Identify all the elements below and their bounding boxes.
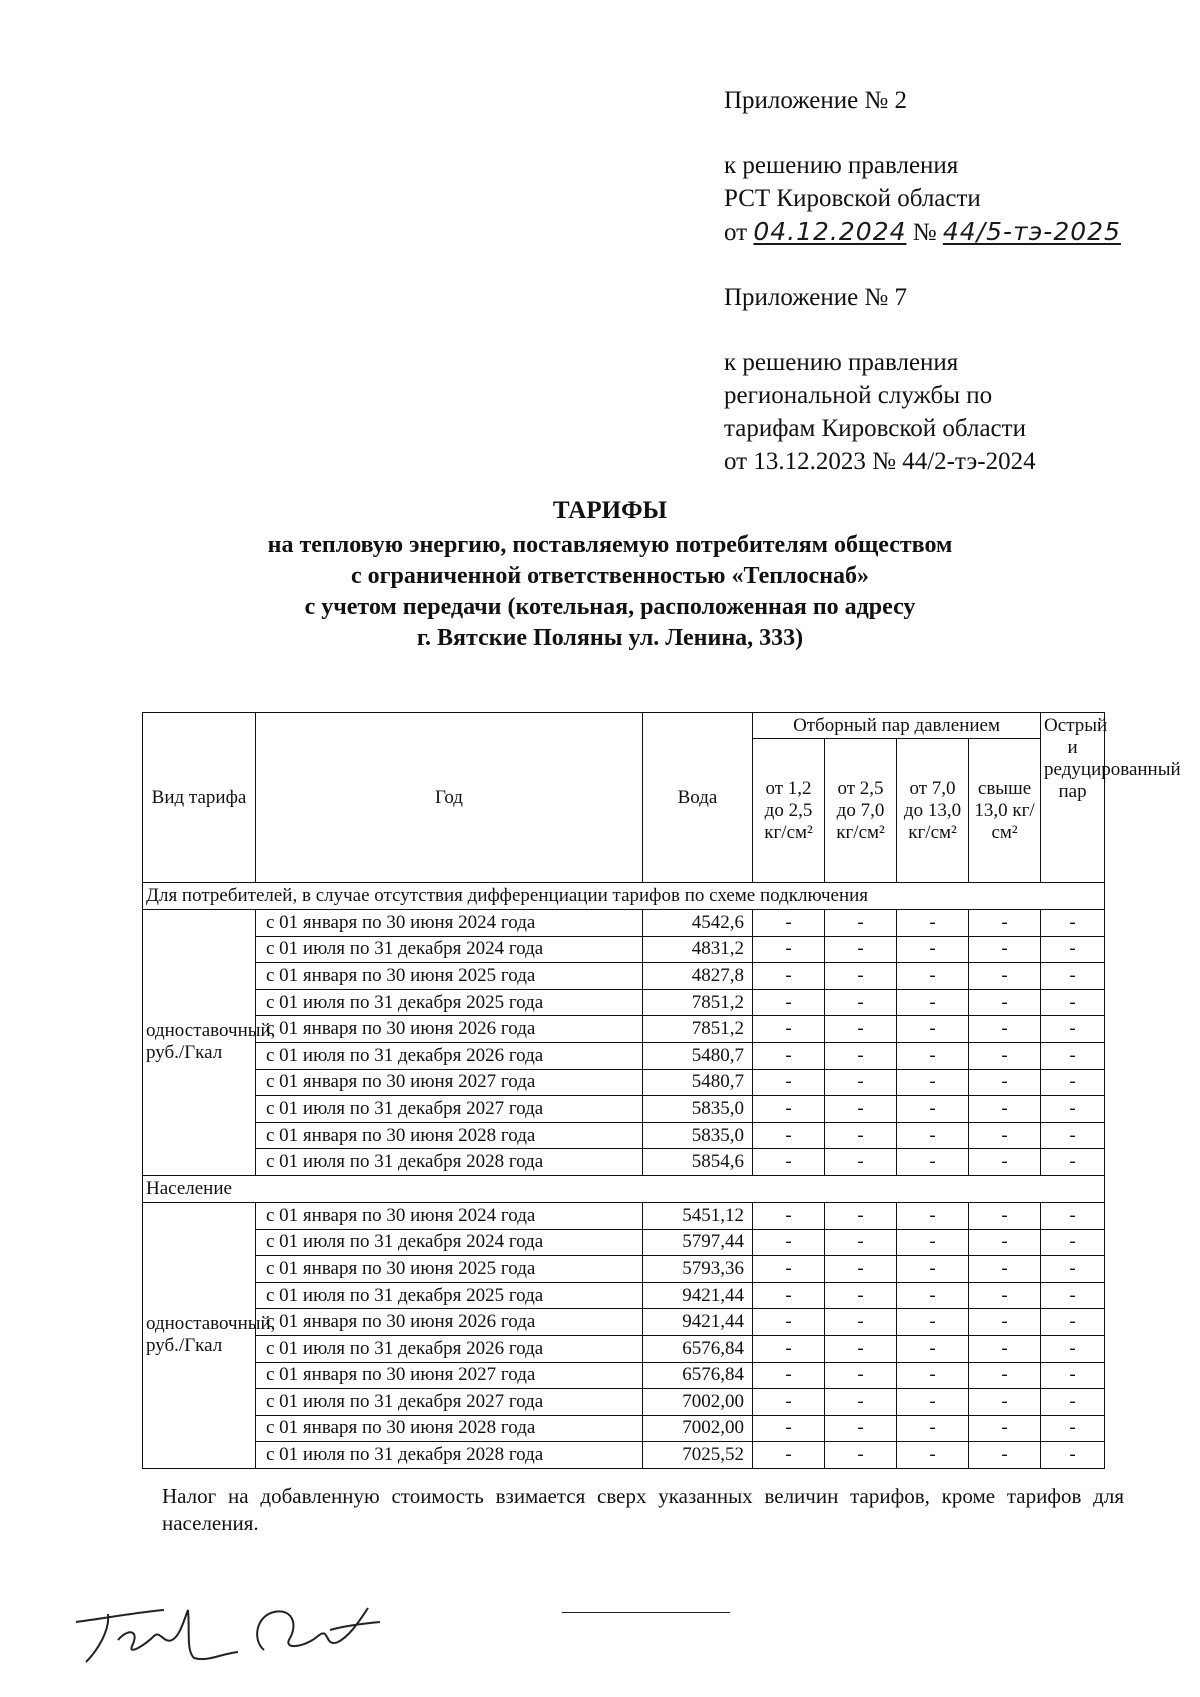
empty-tariff-cell: -	[753, 1282, 825, 1309]
empty-tariff-cell: -	[969, 1362, 1041, 1389]
signature-image	[68, 1600, 388, 1670]
table-row	[143, 1096, 1105, 1123]
period-cell: с 01 января по 30 июня 2027 года	[256, 1069, 643, 1096]
empty-tariff-cell: -	[753, 1335, 825, 1362]
empty-tariff-cell: -	[1041, 910, 1105, 937]
water-tariff-cell: 7002,00	[643, 1389, 753, 1416]
decision-date-line	[724, 215, 1164, 249]
empty-tariff-cell: -	[969, 910, 1041, 937]
empty-tariff-cell: -	[897, 1389, 969, 1416]
empty-tariff-cell: -	[825, 1335, 897, 1362]
empty-tariff-cell: -	[969, 1069, 1041, 1096]
empty-tariff-cell: -	[753, 1096, 825, 1123]
header-sharp-steam: Острый и редуцированный пар	[1041, 713, 1105, 883]
empty-tariff-cell: -	[825, 1389, 897, 1416]
empty-tariff-cell: -	[969, 989, 1041, 1016]
empty-tariff-cell: -	[969, 1309, 1041, 1336]
water-tariff-cell: 5451,12	[643, 1202, 753, 1229]
signature-line	[562, 1612, 730, 1613]
water-tariff-cell: 4542,6	[643, 910, 753, 937]
empty-tariff-cell: -	[1041, 1415, 1105, 1442]
header-steam-group: Отборный пар давлением	[753, 713, 1041, 739]
empty-tariff-cell: -	[897, 1122, 969, 1149]
appendix-block	[724, 84, 1164, 478]
table-row	[143, 910, 1105, 937]
header-pressure-2: от 2,5 до 7,0 кг/см²	[825, 739, 897, 883]
period-cell: с 01 июля по 31 декабря 2027 года	[256, 1096, 643, 1123]
empty-tariff-cell: -	[897, 1096, 969, 1123]
table-row	[143, 1042, 1105, 1069]
empty-tariff-cell: -	[753, 1415, 825, 1442]
tariff-type-cell: одноставочный, руб./Гкал	[143, 1202, 256, 1468]
period-cell: с 01 июля по 31 декабря 2024 года	[256, 1229, 643, 1256]
empty-tariff-cell: -	[969, 1415, 1041, 1442]
empty-tariff-cell: -	[1041, 1069, 1105, 1096]
water-tariff-cell: 5835,0	[643, 1122, 753, 1149]
handwritten-number: 44/5-тэ-2025	[942, 217, 1121, 246]
empty-tariff-cell: -	[825, 1069, 897, 1096]
empty-tariff-cell: -	[825, 1309, 897, 1336]
empty-tariff-cell: -	[825, 1256, 897, 1283]
water-tariff-cell: 9421,44	[643, 1282, 753, 1309]
table-row	[143, 1122, 1105, 1149]
empty-tariff-cell: -	[825, 1149, 897, 1176]
water-tariff-cell: 6576,84	[643, 1362, 753, 1389]
tariff-table	[142, 712, 1181, 1469]
empty-tariff-cell: -	[897, 1415, 969, 1442]
empty-tariff-cell: -	[753, 1016, 825, 1043]
empty-tariff-cell: -	[753, 1202, 825, 1229]
empty-tariff-cell: -	[825, 1282, 897, 1309]
table-row	[143, 936, 1105, 963]
empty-tariff-cell: -	[1041, 1282, 1105, 1309]
prior-decision-date: от 13.12.2023 № 44/2-тэ-2024	[724, 448, 1036, 475]
water-tariff-cell: 5797,44	[643, 1229, 753, 1256]
water-tariff-cell: 7851,2	[643, 989, 753, 1016]
decision-line: к решению правления	[724, 152, 959, 179]
water-tariff-cell: 7025,52	[643, 1442, 753, 1469]
empty-tariff-cell: -	[753, 1309, 825, 1336]
table-row	[143, 1335, 1105, 1362]
period-cell: с 01 января по 30 июня 2028 года	[256, 1415, 643, 1442]
water-tariff-cell: 7851,2	[643, 1016, 753, 1043]
empty-tariff-cell: -	[1041, 1016, 1105, 1043]
tariff-type-cell: одноставочный, руб./Гкал	[143, 910, 256, 1176]
period-cell: с 01 января по 30 июня 2026 года	[256, 1016, 643, 1043]
empty-tariff-cell: -	[969, 1389, 1041, 1416]
empty-tariff-cell: -	[897, 1442, 969, 1469]
empty-tariff-cell: -	[969, 1282, 1041, 1309]
section-label: Для потребителей, в случае отсутствия дифференциации тарифов по схеме подключения	[143, 883, 1105, 910]
table-row	[143, 1309, 1105, 1336]
table-row	[143, 1362, 1105, 1389]
header-pressure-3: от 7,0 до 13,0 кг/см²	[897, 739, 969, 883]
empty-tariff-cell: -	[825, 1415, 897, 1442]
empty-tariff-cell: -	[897, 1362, 969, 1389]
empty-tariff-cell: -	[897, 1309, 969, 1336]
empty-tariff-cell: -	[1041, 1335, 1105, 1362]
empty-tariff-cell: -	[1041, 1362, 1105, 1389]
empty-tariff-cell: -	[969, 1016, 1041, 1043]
empty-tariff-cell: -	[753, 1069, 825, 1096]
period-cell: с 01 января по 30 июня 2028 года	[256, 1122, 643, 1149]
empty-tariff-cell: -	[753, 1229, 825, 1256]
water-tariff-cell: 5480,7	[643, 1042, 753, 1069]
empty-tariff-cell: -	[825, 936, 897, 963]
period-cell: с 01 июля по 31 декабря 2024 года	[256, 936, 643, 963]
empty-tariff-cell: -	[825, 910, 897, 937]
water-tariff-cell: 7002,00	[643, 1415, 753, 1442]
empty-tariff-cell: -	[897, 1256, 969, 1283]
empty-tariff-cell: -	[969, 1096, 1041, 1123]
authority-line: РСТ Кировской области	[724, 185, 981, 212]
water-tariff-cell: 4831,2	[643, 936, 753, 963]
header-year: Год	[256, 713, 643, 883]
number-sign: №	[912, 219, 937, 246]
title-main: ТАРИФЫ	[552, 497, 668, 524]
table-row	[143, 1282, 1105, 1309]
empty-tariff-cell: -	[825, 1202, 897, 1229]
empty-tariff-cell: -	[969, 963, 1041, 990]
period-cell: с 01 января по 30 июня 2027 года	[256, 1362, 643, 1389]
empty-tariff-cell: -	[897, 1149, 969, 1176]
header-vid: Вид тарифа	[143, 713, 256, 883]
empty-tariff-cell: -	[753, 1362, 825, 1389]
period-cell: с 01 января по 30 июня 2024 года	[256, 1202, 643, 1229]
empty-tariff-cell: -	[897, 910, 969, 937]
empty-tariff-cell: -	[753, 910, 825, 937]
empty-tariff-cell: -	[825, 1042, 897, 1069]
prior-authority-line-1: региональной службы по	[724, 382, 993, 409]
empty-tariff-cell: -	[969, 1335, 1041, 1362]
empty-tariff-cell: -	[969, 1042, 1041, 1069]
empty-tariff-cell: -	[897, 1282, 969, 1309]
empty-tariff-cell: -	[1041, 1042, 1105, 1069]
table-row	[143, 1415, 1105, 1442]
table-row	[143, 1442, 1105, 1469]
period-cell: с 01 июля по 31 декабря 2026 года	[256, 1335, 643, 1362]
empty-tariff-cell: -	[969, 1149, 1041, 1176]
empty-tariff-cell: -	[897, 1016, 969, 1043]
period-cell: с 01 июля по 31 декабря 2028 года	[256, 1442, 643, 1469]
empty-tariff-cell: -	[1041, 1256, 1105, 1283]
water-tariff-cell: 5835,0	[643, 1096, 753, 1123]
title-line-4: г. Вятские Поляны ул. Ленина, 333)	[416, 625, 804, 651]
empty-tariff-cell: -	[969, 1122, 1041, 1149]
empty-tariff-cell: -	[825, 1442, 897, 1469]
header-water: Вода	[643, 713, 753, 883]
empty-tariff-cell: -	[753, 1442, 825, 1469]
section-row	[143, 1175, 1105, 1202]
empty-tariff-cell: -	[897, 963, 969, 990]
period-cell: с 01 января по 30 июня 2024 года	[256, 910, 643, 937]
period-cell: с 01 января по 30 июня 2026 года	[256, 1309, 643, 1336]
empty-tariff-cell: -	[753, 1256, 825, 1283]
empty-tariff-cell: -	[825, 1362, 897, 1389]
table-row	[143, 1229, 1105, 1256]
section-label: Население	[143, 1175, 1105, 1202]
appendix-2-label: Приложение № 2	[724, 87, 908, 114]
date-prefix: от	[724, 219, 748, 246]
empty-tariff-cell: -	[969, 936, 1041, 963]
table-row	[143, 1149, 1105, 1176]
empty-tariff-cell: -	[825, 1016, 897, 1043]
title-line-3: с учетом передачи (котельная, расположенная по адресу	[304, 594, 916, 620]
table-row	[143, 1202, 1105, 1229]
empty-tariff-cell: -	[897, 1229, 969, 1256]
vat-note: Налог на добавленную стоимость взимается сверх указанных величин тарифов, кроме тарифов для населения.	[162, 1484, 1124, 1535]
table-row	[143, 1389, 1105, 1416]
empty-tariff-cell: -	[1041, 1202, 1105, 1229]
period-cell: с 01 июля по 31 декабря 2025 года	[256, 1282, 643, 1309]
empty-tariff-cell: -	[753, 1149, 825, 1176]
empty-tariff-cell: -	[1041, 1149, 1105, 1176]
period-cell: с 01 июля по 31 декабря 2025 года	[256, 989, 643, 1016]
empty-tariff-cell: -	[969, 1442, 1041, 1469]
prior-decision-line: к решению правления	[724, 349, 959, 376]
water-tariff-cell: 6576,84	[643, 1335, 753, 1362]
empty-tariff-cell: -	[753, 1389, 825, 1416]
period-cell: с 01 января по 30 июня 2025 года	[256, 963, 643, 990]
empty-tariff-cell: -	[897, 1069, 969, 1096]
title-line-1: на тепловую энергию, поставляемую потребителям обществом	[267, 532, 953, 558]
handwritten-date: 04.12.2024	[753, 217, 907, 246]
empty-tariff-cell: -	[753, 963, 825, 990]
table-row	[143, 963, 1105, 990]
empty-tariff-cell: -	[825, 1122, 897, 1149]
empty-tariff-cell: -	[825, 963, 897, 990]
table-row	[143, 1256, 1105, 1283]
period-cell: с 01 июля по 31 декабря 2028 года	[256, 1149, 643, 1176]
water-tariff-cell: 5793,36	[643, 1256, 753, 1283]
table-row	[143, 989, 1105, 1016]
document-title	[150, 495, 1070, 654]
empty-tariff-cell: -	[825, 989, 897, 1016]
period-cell: с 01 июля по 31 декабря 2026 года	[256, 1042, 643, 1069]
empty-tariff-cell: -	[753, 989, 825, 1016]
water-tariff-cell: 5854,6	[643, 1149, 753, 1176]
appendix-7-label: Приложение № 7	[724, 284, 908, 311]
water-tariff-cell: 9421,44	[643, 1309, 753, 1336]
empty-tariff-cell: -	[825, 1229, 897, 1256]
water-tariff-cell: 4827,8	[643, 963, 753, 990]
empty-tariff-cell: -	[753, 936, 825, 963]
empty-tariff-cell: -	[969, 1229, 1041, 1256]
table-row	[143, 1069, 1105, 1096]
empty-tariff-cell: -	[969, 1256, 1041, 1283]
empty-tariff-cell: -	[897, 1202, 969, 1229]
empty-tariff-cell: -	[969, 1202, 1041, 1229]
period-cell: с 01 июля по 31 декабря 2027 года	[256, 1389, 643, 1416]
empty-tariff-cell: -	[897, 936, 969, 963]
table-row	[143, 1016, 1105, 1043]
water-tariff-cell: 5480,7	[643, 1069, 753, 1096]
empty-tariff-cell: -	[897, 1042, 969, 1069]
empty-tariff-cell: -	[1041, 1096, 1105, 1123]
empty-tariff-cell: -	[1041, 1229, 1105, 1256]
empty-tariff-cell: -	[1041, 1309, 1105, 1336]
empty-tariff-cell: -	[825, 1096, 897, 1123]
section-row	[143, 883, 1105, 910]
empty-tariff-cell: -	[897, 1335, 969, 1362]
period-cell: с 01 января по 30 июня 2025 года	[256, 1256, 643, 1283]
empty-tariff-cell: -	[1041, 1389, 1105, 1416]
title-line-2: с ограниченной ответственностью «Теплоснаб»	[350, 563, 870, 589]
header-pressure-1: от 1,2 до 2,5 кг/см²	[753, 739, 825, 883]
empty-tariff-cell: -	[1041, 989, 1105, 1016]
empty-tariff-cell: -	[753, 1122, 825, 1149]
empty-tariff-cell: -	[897, 989, 969, 1016]
empty-tariff-cell: -	[1041, 936, 1105, 963]
empty-tariff-cell: -	[753, 1042, 825, 1069]
prior-authority-line-2: тарифам Кировской области	[724, 415, 1026, 442]
empty-tariff-cell: -	[1041, 1442, 1105, 1469]
header-pressure-4: свыше 13,0 кг/см²	[969, 739, 1041, 883]
empty-tariff-cell: -	[1041, 963, 1105, 990]
empty-tariff-cell: -	[1041, 1122, 1105, 1149]
